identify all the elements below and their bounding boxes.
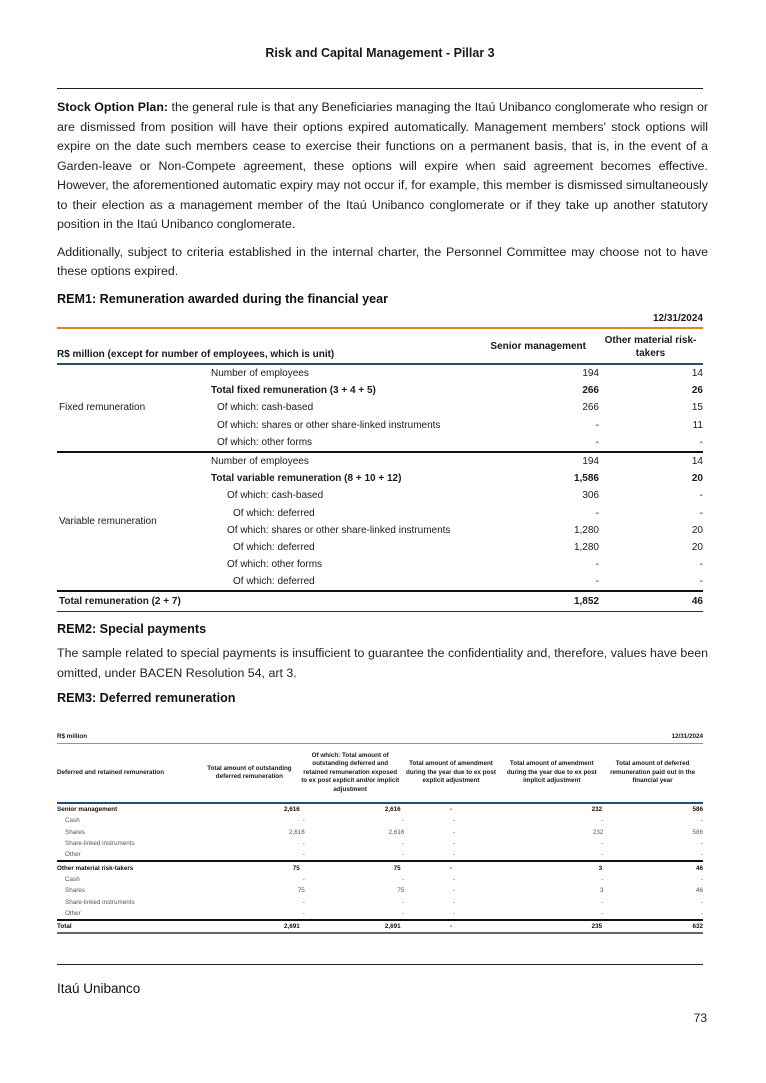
cell-value: 46 (695, 864, 703, 872)
table-row (211, 522, 703, 539)
other-value: - (699, 559, 703, 571)
table-row (211, 382, 703, 399)
row-label: Of which: other forms (217, 436, 313, 448)
other-value: 46 (691, 596, 703, 608)
col-header: Total amount of outstanding deferred remuneration (207, 764, 292, 780)
rem1-header-row (57, 329, 703, 363)
row-label: Of which: deferred (233, 507, 315, 519)
other-value: 14 (691, 456, 703, 468)
cell-value: 75 (393, 864, 401, 872)
cell-value: - (302, 817, 305, 825)
cell-value: - (402, 909, 405, 917)
table-row (57, 885, 703, 896)
row-label: Other (65, 909, 81, 917)
page-header-title: Risk and Capital Management - Pillar 3 (265, 46, 495, 60)
other-value: 11 (692, 419, 703, 431)
col-header: Deferred and retained remuneration (57, 768, 165, 776)
cell-value: - (453, 817, 456, 825)
rem2-section (57, 622, 708, 705)
table-row (57, 874, 703, 885)
col-senior-management: Senior management (490, 341, 586, 352)
rem1-table (57, 313, 703, 612)
fixed-remuneration-block (57, 365, 703, 451)
thin-divider (57, 611, 703, 612)
cell-value: 2,616 (284, 806, 300, 814)
cell-value: - (700, 840, 703, 848)
row-label: Of which: deferred (233, 576, 315, 588)
cell-value: 75 (292, 864, 300, 872)
table-row (57, 804, 703, 815)
stock-option-paragraph (57, 98, 708, 235)
table-row (57, 815, 703, 826)
cell-value: - (700, 817, 703, 825)
rem3-total-row (57, 921, 703, 932)
cell-value: 75 (297, 887, 305, 895)
rem2-title: REM2: Special payments (57, 622, 207, 636)
row-label: Total variable remuneration (8 + 10 + 12) (211, 473, 402, 485)
rem3-header-row (57, 744, 703, 802)
table-row (211, 573, 703, 590)
footer-divider (57, 964, 703, 965)
row-label: Other (65, 851, 81, 859)
cell-value: 632 (692, 923, 703, 931)
cell-value: - (700, 875, 703, 883)
cell-value: - (453, 909, 456, 917)
row-label: Number of employees (211, 368, 309, 380)
row-label: Of which: cash-based (227, 490, 324, 502)
cell-value: - (402, 840, 405, 848)
row-label: Of which: deferred (233, 541, 315, 553)
senior-management-group (57, 804, 703, 860)
gray-divider (57, 932, 703, 934)
stock-option-text: the general rule is that any Beneficiaries managing the Itaú Unibanco conglomerate who resign or are dismissed from position will have their options expired automatically. Management members' stock options will expire on the date such members cease to exercise their functions on a permanent basis, that is, in the event of a Garden-leave or Non-Compete agreement, these options will expire when said agreement becomes effective. However, the aforementioned automatic expiry may not occur if, for example, this member is dismissed simultaneously to their election as a management member of the Itaú Unibanco conglomerate or if they take up another statutory position in the Itaú Unibanco conglomerate. (57, 100, 708, 231)
header-divider (57, 88, 703, 89)
cell-value: 2,616 (384, 806, 401, 814)
other-value: - (699, 436, 703, 448)
cell-value: 75 (397, 887, 405, 895)
table-row (211, 556, 703, 573)
table-row (57, 827, 703, 838)
other-value: 20 (691, 524, 703, 536)
col-header: Total amount of deferred remuneration paid out in the financial year (610, 760, 696, 785)
cell-value: - (449, 806, 453, 814)
cell-value: 2,691 (384, 923, 401, 931)
page-number: 73 (693, 1011, 707, 1025)
rem3-table (57, 733, 703, 934)
rem3-title: REM3: Deferred remuneration (57, 691, 236, 705)
table-row (57, 862, 703, 873)
senior-value: 266 (582, 385, 599, 397)
cell-value: 2,691 (284, 923, 300, 931)
cell-value: 232 (592, 828, 604, 836)
row-label: Share-linked instruments (65, 840, 135, 848)
cell-value: - (601, 817, 604, 825)
cell-value: - (449, 864, 453, 872)
cell-value: 3 (599, 887, 604, 895)
cell-value: - (302, 851, 305, 859)
row-label: Cash (65, 817, 80, 825)
senior-value: - (595, 576, 599, 588)
cell-value: - (402, 851, 405, 859)
cell-value: - (453, 887, 456, 895)
other-value: 20 (691, 473, 703, 485)
table-row (211, 487, 703, 504)
cell-value: - (402, 817, 405, 825)
table-row (57, 838, 703, 849)
table-row (211, 453, 703, 470)
row-label: Number of employees (211, 456, 309, 468)
cell-value: - (302, 875, 305, 883)
senior-value: 194 (582, 456, 599, 468)
senior-value: 1,280 (573, 541, 599, 553)
senior-value: 266 (582, 402, 599, 414)
table-row (211, 365, 703, 382)
row-label: Share-linked instruments (65, 898, 135, 906)
other-value: 26 (691, 385, 703, 397)
other-risk-takers-group (57, 862, 703, 918)
cell-value: 2,616 (289, 828, 305, 836)
table-row (57, 849, 703, 860)
senior-value: 1,852 (573, 596, 599, 608)
cell-value: - (302, 840, 305, 848)
col-header: Total amount of amendment during the year due to ex post explicit adjustment (406, 760, 496, 785)
rem1-title: REM1: Remuneration awarded during the financial year (57, 291, 389, 306)
table-row (211, 417, 703, 434)
row-label: Total remuneration (2 + 7) (59, 596, 181, 608)
other-value: - (699, 576, 703, 588)
other-value: - (699, 507, 703, 519)
cell-value: 586 (692, 828, 703, 836)
footer-brand: Itaú Unibanco (57, 981, 141, 996)
cell-value: 235 (591, 923, 603, 931)
total-remuneration-row (57, 592, 703, 611)
cell-value: - (601, 909, 604, 917)
table-row (211, 505, 703, 522)
row-label: Senior management (57, 806, 118, 814)
row-label: Of which: shares or other share-linked instruments (227, 524, 451, 536)
col-header: Total amount of amendment during the year due to ex post implicit adjustment (506, 760, 597, 785)
row-label: Of which: cash-based (217, 402, 314, 414)
cell-value: - (601, 851, 604, 859)
senior-value: - (595, 507, 599, 519)
fixed-remuneration-label: Fixed remuneration (59, 402, 146, 414)
cell-value: - (601, 898, 604, 906)
table-row (57, 896, 703, 907)
row-label: Cash (65, 875, 80, 883)
senior-value: - (595, 559, 599, 571)
other-value: 20 (691, 541, 703, 553)
rem2-paragraph: The sample related to special payments is insufficient to guarantee the confidentiality and, therefore, values have been omitted, under BACEN Resolution 54, art 3. (57, 646, 708, 680)
cell-value: - (700, 898, 703, 906)
senior-value: 1,280 (573, 524, 599, 536)
cell-value: - (453, 875, 456, 883)
other-value: 15 (691, 402, 703, 414)
table-row (211, 470, 703, 487)
row-label: Total fixed remuneration (3 + 4 + 5) (211, 385, 376, 397)
row-label: Other material risk-takers (57, 864, 134, 872)
cell-value: - (302, 898, 305, 906)
cell-value: - (449, 923, 453, 931)
rem1-date: 12/31/2024 (652, 313, 703, 324)
cell-value: - (700, 851, 703, 859)
cell-value: 232 (591, 806, 603, 814)
senior-value: 194 (582, 368, 599, 380)
table-row (211, 399, 703, 416)
cell-value: 586 (692, 806, 703, 814)
rem1-unit-label: R$ million (except for number of employees, which is unit) (57, 349, 335, 360)
cell-value: - (453, 840, 456, 848)
row-label: Of which: shares or other share-linked instruments (217, 419, 441, 431)
cell-value: - (302, 909, 305, 917)
cell-value: - (402, 898, 405, 906)
cell-value: - (601, 875, 604, 883)
additionally-paragraph: Additionally, subject to criteria established in the internal charter, the Personnel Committee may choose not to have these options expired. (57, 244, 708, 278)
variable-remuneration-block (57, 453, 703, 591)
rem3-date: 12/31/2024 (671, 733, 703, 740)
table-row (57, 908, 703, 919)
cell-value: 46 (695, 887, 703, 895)
stock-option-label: Stock Option Plan: (57, 100, 169, 114)
senior-value: - (595, 436, 599, 448)
other-value: - (699, 490, 703, 502)
cell-value: - (601, 840, 604, 848)
variable-remuneration-label: Variable remuneration (59, 516, 157, 528)
row-label: Total (57, 923, 72, 931)
table-row (211, 434, 703, 451)
table-row (211, 539, 703, 556)
cell-value: 2,616 (388, 828, 405, 836)
row-label: Of which: other forms (227, 559, 323, 571)
other-value: 14 (691, 368, 703, 380)
cell-value: - (402, 875, 405, 883)
cell-value: - (700, 909, 703, 917)
row-label: Shares (65, 887, 85, 895)
senior-value: 1,586 (573, 473, 599, 485)
rem3-unit: R$ million (57, 733, 88, 740)
cell-value: - (453, 898, 456, 906)
body-content (57, 98, 708, 306)
cell-value: - (453, 851, 456, 859)
col-header: Of which: Total amount of outstanding deferred and retained remuneration exposed to ex post explicit and/or implicit adjustment (301, 751, 400, 793)
cell-value: - (453, 828, 456, 836)
senior-value: - (595, 419, 599, 431)
row-label: Shares (65, 828, 85, 836)
senior-value: 306 (582, 490, 599, 502)
cell-value: 3 (598, 864, 603, 872)
col-other-risk-takers: Other material risk-takers (604, 335, 697, 359)
